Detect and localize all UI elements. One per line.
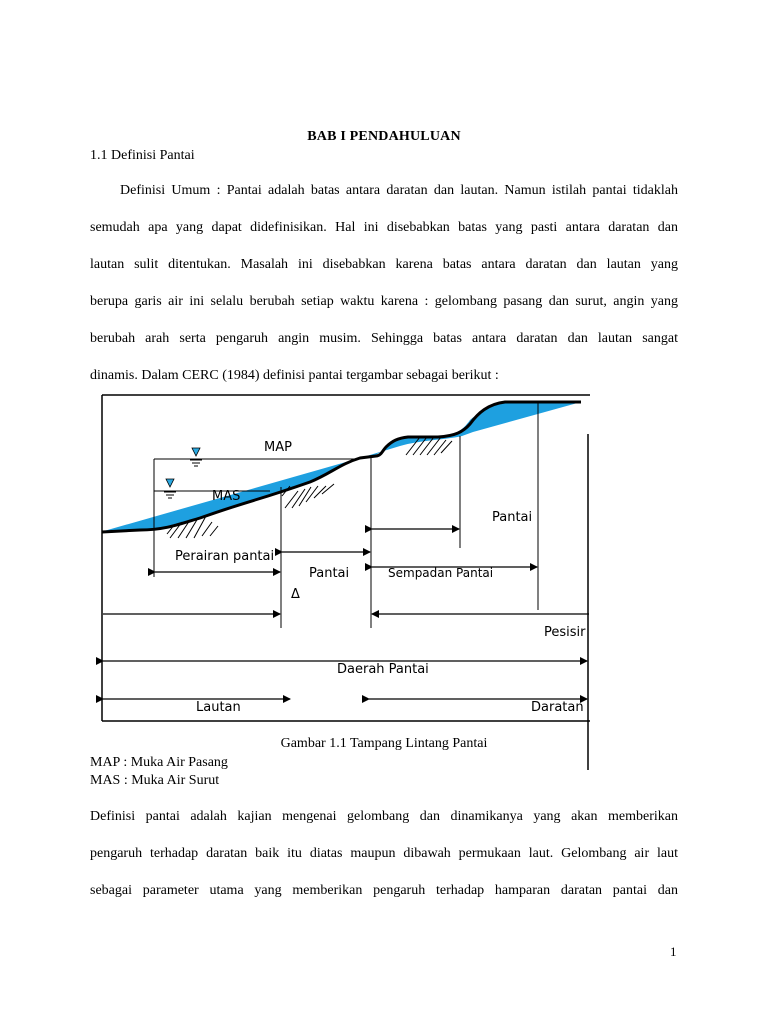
label-sempadan-pantai: Sempadan Pantai	[388, 566, 494, 580]
chapter-heading: BAB I PENDAHULUAN	[307, 129, 461, 144]
paragraph-line: Definisi pantai adalah kajian mengenai gelombang dan dinamikanya yang akan memberikan	[90, 809, 678, 824]
paragraph-line: pengaruh terhadap daratan baik itu diatas maupun dibawah permukaan laut. Gelombang air laut	[90, 846, 678, 861]
label-pantai-upper: Pantai	[492, 510, 533, 525]
mas-marker-icon	[164, 479, 176, 498]
section-title: 1.1 Definisi Pantai	[90, 148, 195, 163]
paragraph-line: berupa garis air ini selalu berubah setiap waktu karena : gelombang pasang dan surut, angin yang	[90, 294, 678, 309]
paragraph-line: sebagai parameter utama yang memberikan pengaruh terhadap hamparan daratan pantai dan	[90, 883, 678, 898]
label-pesisir: Pesisir	[544, 625, 586, 640]
paragraph-line: Definisi Umum : Pantai adalah batas antara daratan dan lautan. Namun istilah pantai tidaklah	[120, 183, 678, 198]
paragraph-line: lautan sulit ditentukan. Masalah ini disebabkan karena batas antara daratan dan lautan yang	[90, 257, 678, 272]
map-marker-icon	[190, 448, 202, 466]
label-mas: MAS	[212, 489, 241, 504]
paragraph-line: berubah arah serta pengaruh angin musim. Sehingga batas antara daratan dan lautan sangat	[90, 331, 678, 346]
legend-map: MAP : Muka Air Pasang	[90, 755, 228, 770]
label-lautan: Lautan	[196, 700, 241, 715]
label-perairan-pantai: Perairan pantai	[175, 549, 275, 564]
label-map: MAP	[264, 440, 292, 455]
paragraph-line: semudah apa yang dapat didefinisikan. Hal ini disebabkan batas yang pasti antara daratan dan	[90, 220, 678, 235]
paragraph-definition-2	[90, 798, 678, 909]
legend-mas: MAS : Muka Air Surut	[90, 773, 220, 788]
figure-frame	[102, 395, 590, 770]
label-daratan: Daratan	[531, 700, 584, 715]
figure-caption: Gambar 1.1 Tampang Lintang Pantai	[280, 736, 488, 751]
label-pantai-mid: Pantai	[309, 566, 350, 581]
page-number: 1	[670, 944, 677, 959]
label-delta: Δ	[291, 587, 300, 602]
paragraph-line: dinamis. Dalam CERC (1984) definisi pantai tergambar sebagai berikut :	[90, 368, 499, 383]
ground-hatching	[167, 437, 452, 538]
label-daerah-pantai: Daerah Pantai	[337, 662, 429, 677]
